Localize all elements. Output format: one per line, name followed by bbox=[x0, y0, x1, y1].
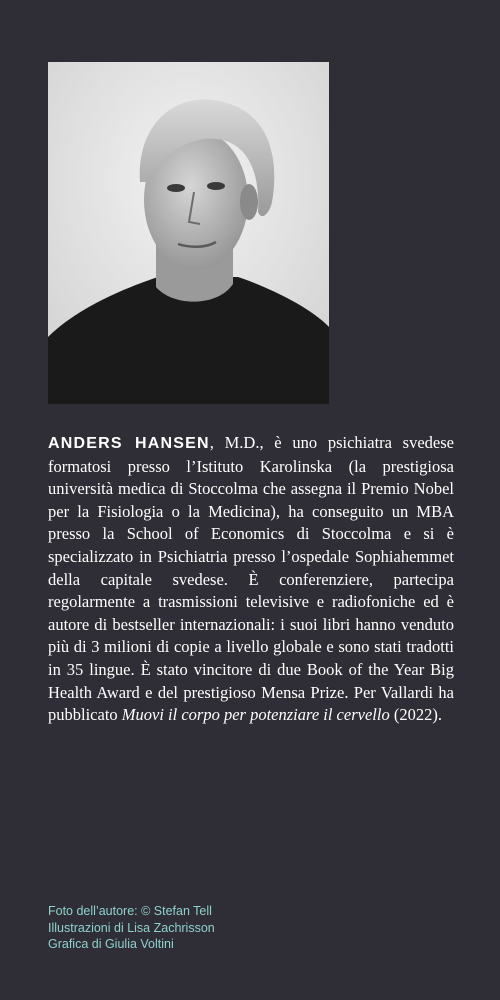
bio-text-end: (2022). bbox=[389, 705, 442, 725]
author-name: ANDERS HANSEN bbox=[48, 435, 210, 452]
photo-credit: Foto dell’autore: © Stefan Tell bbox=[48, 904, 212, 918]
graphics-credit: Grafica di Giulia Voltini bbox=[48, 937, 174, 951]
author-portrait-illustration bbox=[48, 62, 329, 404]
bio-text: , M.D., è uno psichiatra svedese formatosi presso l’Istituto Karolinska (la prestigiosa università medica di Stoccolma che assegna il Premio Nobel per la Fisiologia o la Medicina), ha conseguito un MBA presso la School of Economics di Stoccolma e si è specializzato in Psichiatria presso l’ospedale Sophiahemmet della capitale svedese. È conferenziere, partecipa regolarmente a trasmissioni televisive e radiofoniche ed è autore di bestseller internazionali: i suoi libri hanno venduto più di 3 milioni di copie a livello globale e sono stati tradotti in 35 lingue. È stato vincitore di due Book of the Year Big Health Award e del prestigioso Mensa Prize. Per Vallardi ha pubblicato bbox=[48, 433, 455, 725]
book-title: Muovi il corpo per potenziare il cervello bbox=[121, 705, 390, 725]
author-photo bbox=[48, 62, 329, 404]
credits bbox=[48, 903, 215, 953]
author-bio bbox=[48, 432, 454, 727]
illustrations-credit: Illustrazioni di Lisa Zachrisson bbox=[48, 920, 215, 935]
